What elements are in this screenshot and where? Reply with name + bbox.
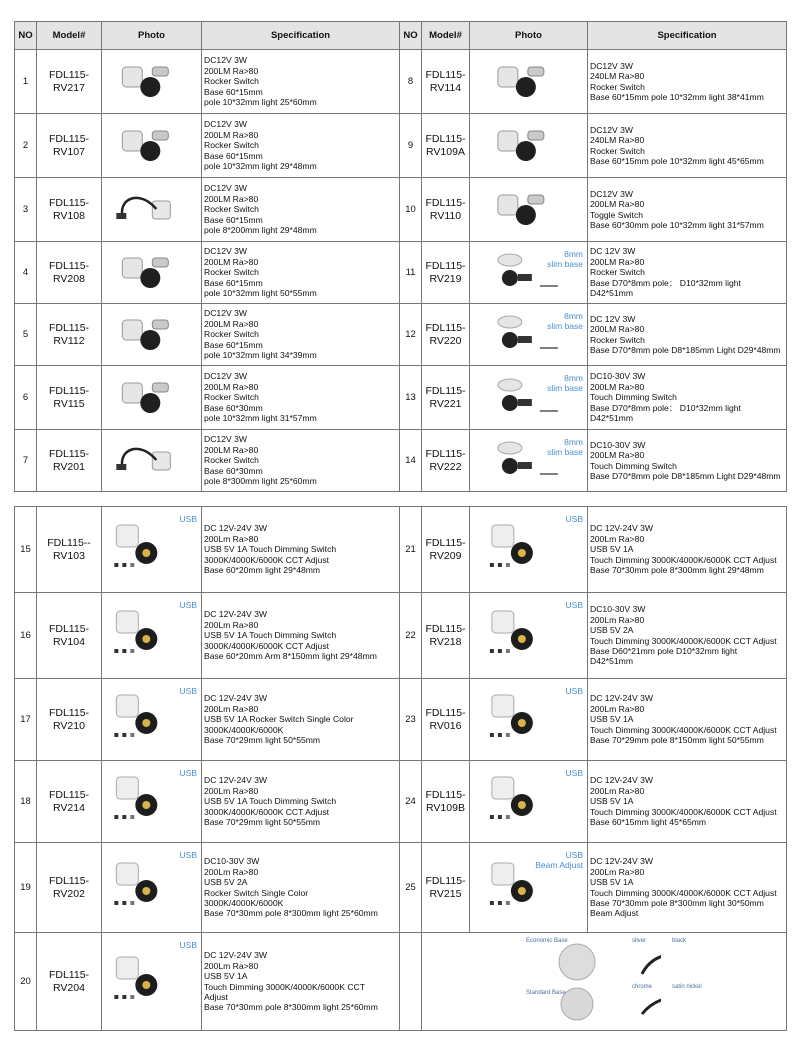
row-number: 11 — [400, 242, 422, 304]
specification: DC 12V 3W 200LM Ra>80 Rocker Switch Base D70*8mm pole D8*185mm Light D29*48mm — [588, 304, 787, 366]
specification: DC12V 3W 200LM Ra>80 Toggle Switch Base 60*30mm pole 10*32mm light 31*57mm — [588, 178, 787, 242]
model-number: FDL115- RV201 — [37, 430, 102, 492]
row-number: 1 — [15, 50, 37, 114]
model-number: FDL115- RV109B — [422, 761, 470, 843]
row-number: 16 — [15, 593, 37, 679]
product-photo — [102, 366, 202, 430]
row-number: 2 — [15, 114, 37, 178]
product-photo — [102, 761, 202, 843]
model-number: FDL115- RV108 — [37, 178, 102, 242]
header-specification: Specification — [588, 22, 787, 50]
specification: DC12V 3W 200LM Ra>80 Rocker Switch Base 60*15mm pole 10*32mm light 29*48mm — [202, 114, 400, 178]
specification: DC 12V-24V 3W 200Lm Ra>80 USB 5V 1A Touch Dimming 3000K/4000K/6000K CCT Adjust Base 70*30mm pole 8*300mm light 30*50mm Beam Adjust — [588, 843, 787, 933]
specification: DC 12V-24V 3W 200Lm Ra>80 USB 5V 1A Rocker Switch Single Color 3000K/4000K/6000K Base 70*29mm light 50*55mm — [202, 679, 400, 761]
row-number: 9 — [400, 114, 422, 178]
model-number: FDL115- RV220 — [422, 304, 470, 366]
specification: DC10-30V 3W 200Lm Ra>80 USB 5V 2A Touch Dimming 3000K/4000K/6000K CCT Adjust Base D60*21mm pole D10*32mm light D42*51mm — [588, 593, 787, 679]
header-photo: Photo — [470, 22, 588, 50]
photo-tag: USB — [565, 599, 583, 610]
row-number: 18 — [15, 761, 37, 843]
model-number: FDL115- RV221 — [422, 366, 470, 430]
model-number: FDL115- RV109A — [422, 114, 470, 178]
photo-tag: 8mm slim base — [547, 310, 583, 331]
product-photo — [102, 430, 202, 492]
header-no: NO — [15, 22, 37, 50]
product-photo — [470, 761, 588, 843]
photo-tag: USB — [565, 513, 583, 524]
model-number: FDL115- RV115 — [37, 366, 102, 430]
product-photo — [102, 242, 202, 304]
table-row — [15, 679, 787, 761]
product-photo — [102, 679, 202, 761]
specification: DC10-30V 3W 200LM Ra>80 Touch Dimming Switch Base D70*8mm pole： D10*32mm light D42*51mm — [588, 366, 787, 430]
specification: DC 12V-24V 3W 200Lm Ra>80 USB 5V 1A Touch Dimming 3000K/4000K/6000K CCT Adjust Base 70*29mm pole 8*150mm light 50*55mm — [588, 679, 787, 761]
specification: DC10-30V 3W 200Lm Ra>80 USB 5V 2A Rocker Switch Single Color 3000K/4000K/6000K Base 70*30mm pole 8*300mm light 25*60mm — [202, 843, 400, 933]
specification: DC12V 3W 240LM Ra>80 Rocker Switch Base 60*15mm pole 10*32mm light 45*65mm — [588, 114, 787, 178]
product-photo — [470, 679, 588, 761]
table-row — [15, 843, 787, 933]
product-photo — [102, 114, 202, 178]
gooseneck-lamp-icon — [104, 431, 200, 489]
model-number: FDL115- RV104 — [37, 593, 102, 679]
row-number: 4 — [15, 242, 37, 304]
table-row — [15, 430, 787, 492]
sconce-rocker-icon — [472, 179, 586, 239]
model-number: FDL115- RV016 — [422, 679, 470, 761]
table-row — [15, 304, 787, 366]
specification: DC12V 3W 200LM Ra>80 Rocker Switch Base 60*15mm pole 10*32mm light 34*39mm — [202, 304, 400, 366]
table-row — [15, 50, 787, 114]
product-photo — [422, 933, 787, 1031]
product-photo — [102, 593, 202, 679]
specification: DC10-30V 3W 200LM Ra>80 Touch Dimming Switch Base D70*8mm pole D8*185mm Light D29*48mm — [588, 430, 787, 492]
table-row — [15, 178, 787, 242]
specification: DC12V 3W 200LM Ra>80 Rocker Switch Base 60*15mm pole 8*200mm light 29*48mm — [202, 178, 400, 242]
specification: DC 12V-24V 3W 200Lm Ra>80 USB 5V 1A Touch Dimming 3000K/4000K/6000K CCT Adjust Base 70*30mm pole 8*300mm light 29*48mm — [588, 507, 787, 593]
model-number: FDL115-- RV103 — [37, 507, 102, 593]
photo-tag: USB — [179, 685, 197, 696]
model-number: FDL115- RV210 — [37, 679, 102, 761]
model-number: FDL115- RV214 — [37, 761, 102, 843]
photo-tag: 8mm slim base — [547, 436, 583, 457]
header-specification: Specification — [202, 22, 400, 50]
product-photo — [102, 50, 202, 114]
header-no: NO — [400, 22, 422, 50]
photo-tag: USB — [179, 939, 197, 950]
row-number: 25 — [400, 843, 422, 933]
table-row — [15, 114, 787, 178]
product-photo — [102, 178, 202, 242]
photo-tag: 8mm slim base — [547, 372, 583, 393]
product-photo — [470, 304, 588, 366]
product-photo — [102, 843, 202, 933]
row-number: 23 — [400, 679, 422, 761]
row-number: 20 — [15, 933, 37, 1031]
specification: DC 12V-24V 3W 200Lm Ra>80 USB 5V 1A Touch Dimming 3000K/4000K/6000K CCT Adjust Base 70*30mm pole 8*300mm light 25*60mm — [202, 933, 400, 1031]
model-number: FDL115- RV219 — [422, 242, 470, 304]
photo-tag: USB — [179, 849, 197, 860]
specification: DC 12V 3W 200LM Ra>80 Rocker Switch Base D70*8mm pole： D10*32mm light D42*51mm — [588, 242, 787, 304]
table-row — [15, 933, 787, 1031]
model-number: FDL115- RV112 — [37, 304, 102, 366]
product-photo — [470, 593, 588, 679]
product-photo — [470, 242, 588, 304]
specification: DC12V 3W 200LM Ra>80 Rocker Switch Base 60*15mm pole 10*32mm light 50*55mm — [202, 242, 400, 304]
row-number: 8 — [400, 50, 422, 114]
specification: DC12V 3W 200LM Ra>80 Rocker Switch Base 60*30mm pole 10*32mm light 31*57mm — [202, 366, 400, 430]
product-photo — [102, 933, 202, 1031]
model-number: FDL115- RV202 — [37, 843, 102, 933]
product-photo — [470, 178, 588, 242]
product-photo — [470, 430, 588, 492]
collage-labels: Economic Base Standard Base silver black chrome satin nickel — [526, 937, 702, 996]
sconce-rocker-icon — [104, 51, 200, 111]
row-number: 15 — [15, 507, 37, 593]
table-row — [15, 242, 787, 304]
row-number: 6 — [15, 366, 37, 430]
model-number: FDL115- RV204 — [37, 933, 102, 1031]
sconce-rocker-icon — [472, 51, 586, 111]
row-number: 12 — [400, 304, 422, 366]
sconce-rocker-icon — [104, 243, 200, 301]
sconce-rocker-icon — [104, 115, 200, 175]
model-number: FDL115- RV217 — [37, 50, 102, 114]
header-row — [15, 22, 787, 50]
product-photo — [470, 114, 588, 178]
specification: DC 12V-24V 3W 200Lm Ra>80 USB 5V 1A Touch Dimming Switch 3000K/4000K/6000K CCT Adjust Base 60*20mm Arm 8*150mm light 29*48mm — [202, 593, 400, 679]
photo-tag: USB — [565, 685, 583, 696]
header-model: Model# — [422, 22, 470, 50]
product-photo — [102, 304, 202, 366]
row-number: 21 — [400, 507, 422, 593]
model-number: FDL115- RV107 — [37, 114, 102, 178]
header-photo: Photo — [102, 22, 202, 50]
model-number: FDL115- RV208 — [37, 242, 102, 304]
row-number: 24 — [400, 761, 422, 843]
row-number: 17 — [15, 679, 37, 761]
table-row — [15, 761, 787, 843]
model-number: FDL115- RV215 — [422, 843, 470, 933]
row-number: 19 — [15, 843, 37, 933]
table-row — [15, 507, 787, 593]
sconce-rocker-icon — [104, 305, 200, 363]
photo-tag: USB Beam Adjust — [535, 849, 583, 870]
row-number: 10 — [400, 178, 422, 242]
row-number: 13 — [400, 366, 422, 430]
model-number: FDL115- RV110 — [422, 178, 470, 242]
specification: DC12V 3W 200LM Ra>80 Rocker Switch Base 60*15mm pole 10*32mm light 25*60mm — [202, 50, 400, 114]
row-number: 7 — [15, 430, 37, 492]
row-number — [400, 933, 422, 1031]
model-number: FDL115- RV218 — [422, 593, 470, 679]
product-photo — [470, 50, 588, 114]
photo-tag: 8mm slim base — [547, 248, 583, 269]
header-model: Model# — [37, 22, 102, 50]
model-number: FDL115- RV209 — [422, 507, 470, 593]
product-photo — [470, 843, 588, 933]
row-number: 22 — [400, 593, 422, 679]
row-number: 3 — [15, 178, 37, 242]
row-number: 14 — [400, 430, 422, 492]
specification: DC 12V-24V 3W 200Lm Ra>80 USB 5V 1A Touch Dimming 3000K/4000K/6000K CCT Adjust Base 60*15mm light 45*65mm — [588, 761, 787, 843]
photo-tag: USB — [179, 513, 197, 524]
sconce-rocker-icon — [104, 367, 200, 427]
sconce-rocker-icon — [472, 115, 586, 175]
photo-tag: USB — [179, 599, 197, 610]
model-number: FDL115- RV222 — [422, 430, 470, 492]
gooseneck-lamp-icon — [104, 179, 200, 239]
photo-tag: USB — [565, 767, 583, 778]
table-row — [15, 593, 787, 679]
row-number: 5 — [15, 304, 37, 366]
product-photo — [470, 366, 588, 430]
specification: DC12V 3W 200LM Ra>80 Rocker Switch Base 60*30mm pole 8*300mm light 25*60mm — [202, 430, 400, 492]
specification: DC 12V-24V 3W 200Lm Ra>80 USB 5V 1A Touch Dimming Switch 3000K/4000K/6000K CCT Adjust Base 70*29mm light 50*55mm — [202, 761, 400, 843]
model-number: FDL115- RV114 — [422, 50, 470, 114]
product-photo — [102, 507, 202, 593]
product-photo — [470, 507, 588, 593]
table-row — [15, 366, 787, 430]
specification: DC12V 3W 240LM Ra>80 Rocker Switch Base 60*15mm pole 10*32mm light 38*41mm — [588, 50, 787, 114]
photo-tag: USB — [179, 767, 197, 778]
specification: DC 12V-24V 3W 200Lm Ra>80 USB 5V 1A Touch Dimming Switch 3000K/4000K/6000K CCT Adjust Base 60*20mm light 29*48mm — [202, 507, 400, 593]
